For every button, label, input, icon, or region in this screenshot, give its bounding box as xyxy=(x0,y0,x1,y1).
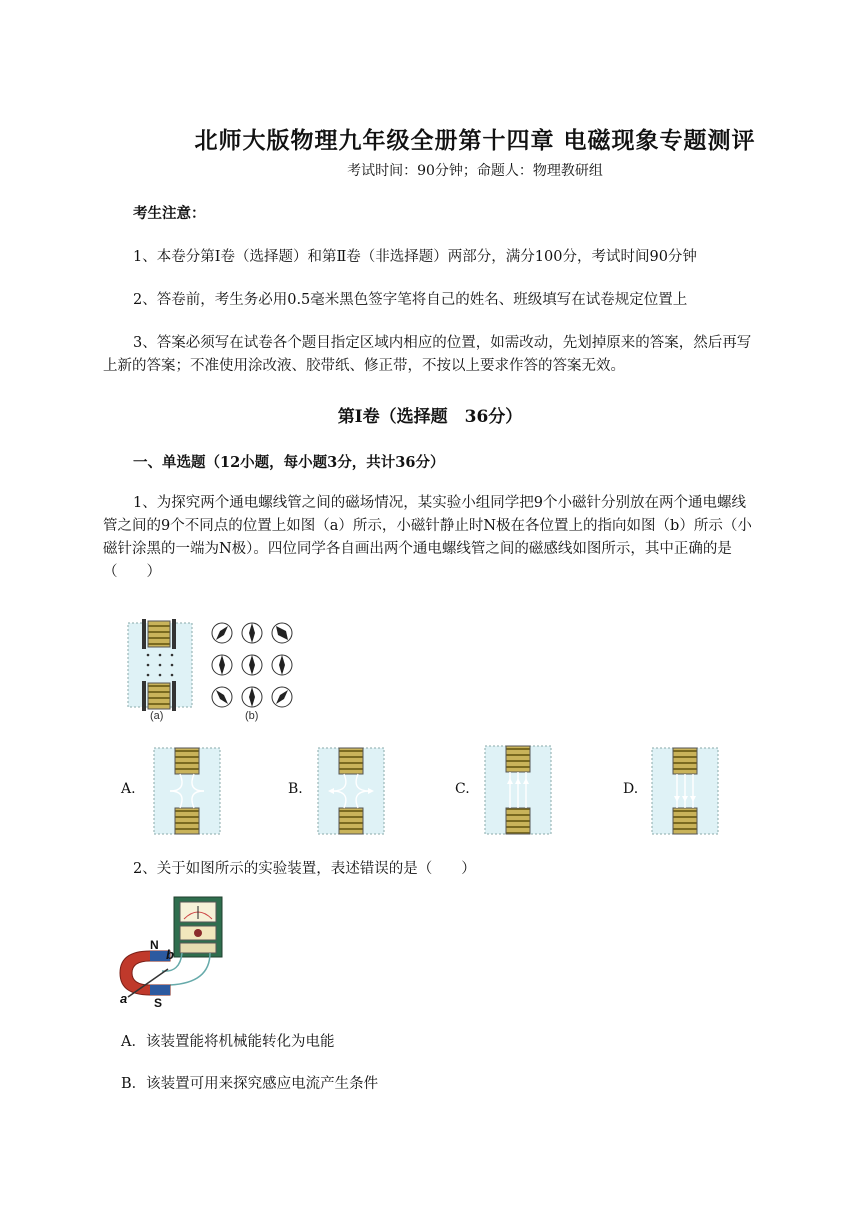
section-title: 第I卷（选择题 36分） xyxy=(337,407,523,427)
notice-heading: 考生注意： xyxy=(133,205,206,222)
conductor-label-a: a xyxy=(120,991,128,1006)
q1-line-3: 磁针涂黑的一端为N极）。四位同学各自画出两个通电螺线管之间的磁感线如图所示，其中正确的是 xyxy=(103,541,732,557)
q1-option-a-label[interactable]: A. xyxy=(121,781,136,797)
q1-line-1: 1、为探究两个通电螺线管之间的磁场情况，某实验小组同学把9个小磁针分别放在两个通电螺线 xyxy=(133,495,746,511)
q1-option-d-label[interactable]: D. xyxy=(623,781,639,797)
q1-option-a-figure[interactable] xyxy=(150,746,224,836)
conductor-label-b: b xyxy=(166,947,174,962)
figure-label-a: (a) xyxy=(150,710,164,722)
magnet-label-n: N xyxy=(150,938,159,952)
q1-option-c-label[interactable]: C. xyxy=(455,781,470,797)
q1-option-c-figure[interactable] xyxy=(481,744,555,836)
q1-option-b-figure[interactable] xyxy=(314,746,388,836)
q2-option-b[interactable]: B．该装置可用来探究感应电流产生条件 xyxy=(121,1076,379,1092)
q1-line-2: 管之间的9个不同点的位置上如图（a）所示，小磁针静止时N极在各位置上的指向如图（b）所示（小 xyxy=(103,518,752,534)
q2-option-a[interactable]: A．该装置能将机械能转化为电能 xyxy=(121,1034,335,1050)
q1-figure-ab xyxy=(120,615,305,725)
notice-item-3-cont: 上新的答案；不准使用涂改液、胶带纸、修正带，不按以上要求作答的答案无效。 xyxy=(103,358,625,374)
q1-line-4: （ ） xyxy=(103,564,161,580)
q2-figure-galvanometer xyxy=(110,893,230,1008)
q2-stem: 2、关于如图所示的实验装置，表述错误的是（ ） xyxy=(133,861,476,877)
page-title: 北师大版物理九年级全册第十四章 电磁现象专题测评 xyxy=(194,127,756,154)
notice-item-1: 1、本卷分第I卷（选择题）和第Ⅱ卷（非选择题）两部分，满分100分，考试时间90分钟 xyxy=(133,249,697,265)
figure-label-b: (b) xyxy=(245,710,259,722)
q1-option-d-figure[interactable] xyxy=(648,746,722,836)
notice-item-3: 3、答案必须写在试卷各个题目指定区域内相应的位置，如需改动，先划掉原来的答案，然后再写 xyxy=(133,335,752,351)
q1-option-b-label[interactable]: B. xyxy=(288,781,303,797)
magnet-label-s: S xyxy=(154,996,163,1008)
exam-info: 考试时间：90分钟；命题人：物理教研组 xyxy=(347,163,603,179)
part-heading: 一、单选题（12小题，每小题3分，共计36分） xyxy=(133,454,445,471)
notice-item-2: 2、答卷前，考生务必用0.5毫米黑色签字笔将自己的姓名、班级填写在试卷规定位置上 xyxy=(133,292,688,308)
